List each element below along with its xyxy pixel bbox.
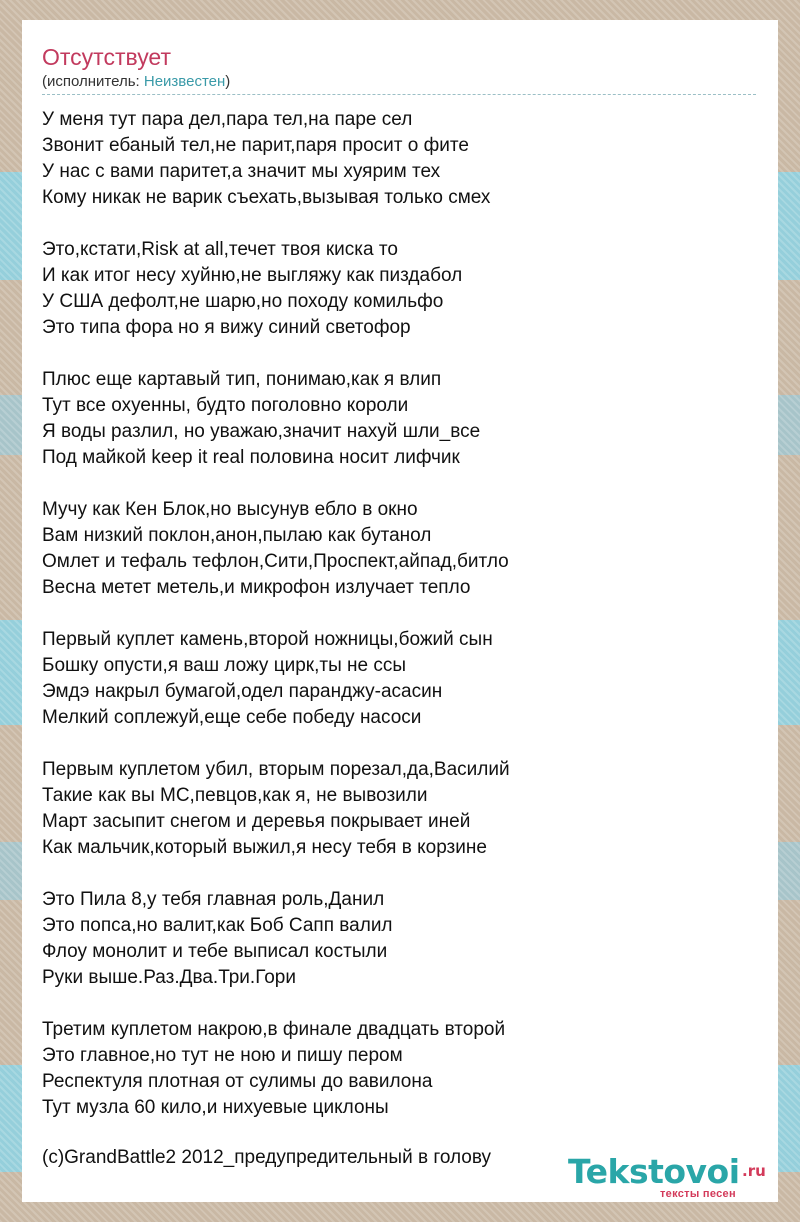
watermark-tld: .ru xyxy=(742,1162,766,1180)
lyric-line: Вам низкий поклон,анон,пылаю как бутанол xyxy=(42,525,432,546)
stanza-gap xyxy=(42,601,762,627)
lyric-line: Первый куплет камень,второй ножницы,божий сын xyxy=(42,629,493,650)
stanza-gap xyxy=(42,341,762,367)
lyric-line: Это Пила 8,у тебя главная роль,Данил xyxy=(42,889,385,910)
artist-suffix: ) xyxy=(225,73,231,90)
lyric-line: Третим куплетом накрою,в финале двадцать второй xyxy=(42,1019,506,1040)
artist-link[interactable]: Неизвестен xyxy=(143,73,226,90)
lyric-line: Первым куплетом убил, вторым порезал,да,Василий xyxy=(42,759,510,780)
stanza-gap xyxy=(42,731,762,757)
lyric-line: И как итог несу хуйню,не выгляжу как пиздабол xyxy=(42,265,463,286)
lyrics-card xyxy=(22,20,778,1202)
stanza xyxy=(42,1017,762,1121)
stanza xyxy=(42,367,762,471)
stanza xyxy=(42,237,762,341)
stanza xyxy=(42,757,762,861)
lyric-line: Руки выше.Раз.Два.Три.Гори xyxy=(42,967,296,988)
lyric-line: У меня тут пара дел,пара тел,на паре сел xyxy=(42,109,413,130)
song-title: Отсутствует xyxy=(42,44,171,70)
lyric-line: Бошку опусти,я ваш ложу цирк,ты не ссы xyxy=(42,655,406,676)
lyric-line: Тут все охуенны, будто поголовно короли xyxy=(42,395,409,416)
lyrics-body xyxy=(42,107,762,1121)
stanza-gap xyxy=(42,991,762,1017)
lyric-line: Плюс еще картавый тип, понимаю,как я влип xyxy=(42,369,442,390)
credit-line: (c)GrandBattle2 2012_предупредительный в голову xyxy=(42,1147,492,1168)
lyric-line: Омлет и тефаль тефлон,Сити,Проспект,айпад,битло xyxy=(42,551,509,572)
stanza xyxy=(42,497,762,601)
lyric-line: Как мальчик,который выжил,я несу тебя в корзине xyxy=(42,837,487,858)
stanza xyxy=(42,887,762,991)
lyric-line: У нас с вами паритет,а значит мы хуярим тех xyxy=(42,161,441,182)
lyric-line: Под майкой keep it real половина носит лифчик xyxy=(42,447,460,468)
artist-prefix: (исполнитель: xyxy=(42,73,144,90)
watermark-brand: Tekstovoi xyxy=(568,1152,740,1191)
lyric-line: Март засыпит снегом и деревья покрывает иней xyxy=(42,811,471,832)
lyric-line: У США дефолт,не шарю,но походу комильфо xyxy=(42,291,444,312)
stanza-gap xyxy=(42,211,762,237)
lyric-line: Мелкий соплежуй,еще себе победу насоси xyxy=(42,707,422,728)
lyric-line: Кому никак не варик съехать,вызывая только смех xyxy=(42,187,491,208)
stanza-gap xyxy=(42,861,762,887)
title-divider xyxy=(42,94,756,95)
lyric-line: Тут музла 60 кило,и нихуевые циклоны xyxy=(42,1097,389,1118)
artist-line xyxy=(42,73,230,91)
lyric-line: Такие как вы МС,певцов,как я, не вывозили xyxy=(42,785,428,806)
lyric-line: Я воды разлил, но уважаю,значит нахуй шли_все xyxy=(42,421,481,442)
lyric-line: Это главное,но тут не ною и пишу пером xyxy=(42,1045,403,1066)
lyric-line: Мучу как Кен Блок,но высунув ебло в окно xyxy=(42,499,418,520)
lyric-line: Весна метет метель,и микрофон излучает тепло xyxy=(42,577,471,598)
site-watermark xyxy=(568,1152,778,1204)
lyric-line: Это попса,но валит,как Боб Сапп валил xyxy=(42,915,393,936)
lyric-line: Это,кстати,Risk at all,течет твоя киска то xyxy=(42,239,398,260)
stanza xyxy=(42,107,762,211)
lyric-line: Эмдэ накрыл бумагой,одел паранджу-асасин xyxy=(42,681,443,702)
lyric-line: Это типа фора но я вижу синий светофор xyxy=(42,317,411,338)
lyric-line: Звонит ебаный тел,не парит,паря просит о фите xyxy=(42,135,469,156)
stanza-gap xyxy=(42,471,762,497)
lyric-line: Флоу монолит и тебе выписал костыли xyxy=(42,941,388,962)
watermark-subtitle: тексты песен xyxy=(660,1188,736,1200)
stanza xyxy=(42,627,762,731)
lyric-line: Респектуля плотная от сулимы до вавилона xyxy=(42,1071,433,1092)
